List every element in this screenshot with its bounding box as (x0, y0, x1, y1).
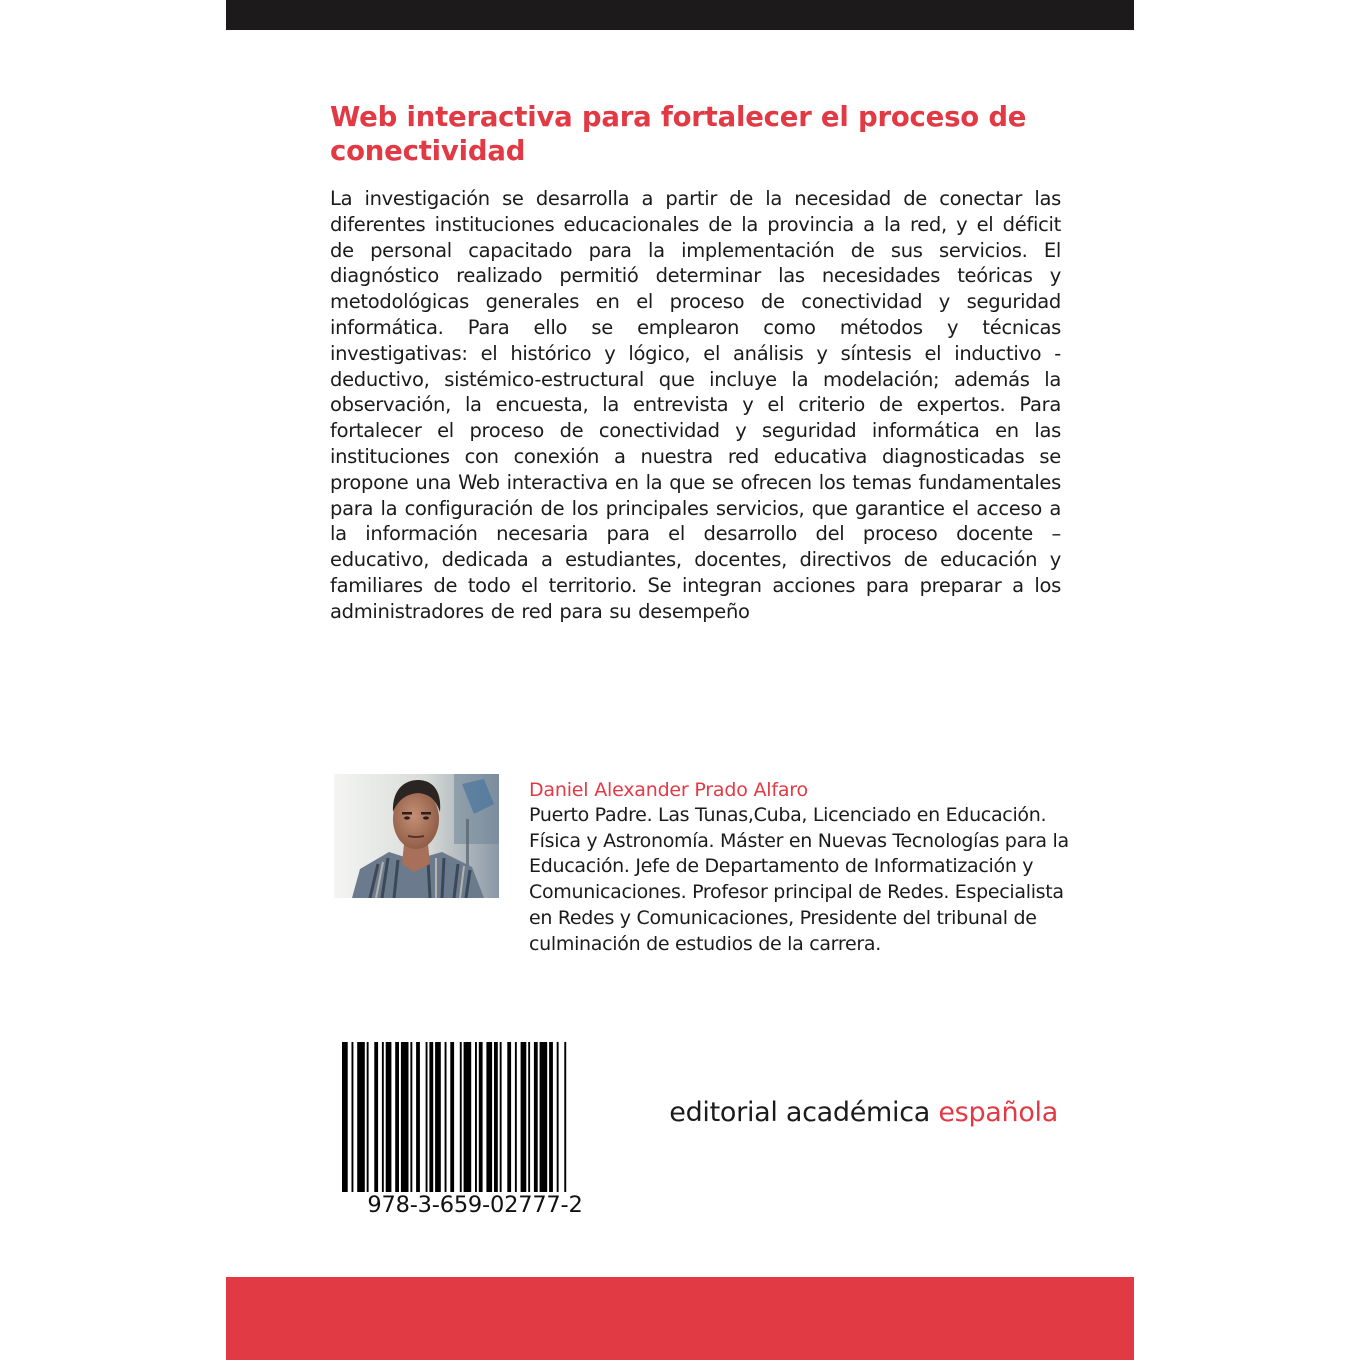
author-photo (334, 774, 499, 898)
publisher-name: editorial académica (669, 1097, 931, 1128)
book-title: Web interactiva para fortalecer el proceso de conectividad (330, 101, 1027, 167)
isbn-number: 978-3-659-02777-2 (367, 1192, 583, 1218)
book-abstract: La investigación se desarrolla a partir de la necesidad de conectar las diferentes instituciones educacionales de la provincia a la red, y el déficit de personal capacitado para la implementación de sus servicios. El diagnóstico realizado permitió determinar las necesidades teóricas y metodológicas generales en el proceso de conectividad y seguridad informática. Para ello se emplearon como métodos y técnicas investigativas: el histórico y lógico, el análisis y síntesis el inductivo - deductivo, sistémico-estructural que incluye la modelación; además la observación, la encuesta, la entrevista y el criterio de expertos. Para fortalecer el proceso de conectividad y seguridad informática en las instituciones con conexión a nuestra red educativa diagnosticadas se propone una Web interactiva en la que se ofrecen los temas fundamentales para la configuración de los principales servicios, que garantice el acceso a la información necesaria para el desarrollo del proceso docente – educativo, dedicada a estudiantes, docentes, directivos de educación y familiares de todo el territorio. Se integran acciones para preparar a los administradores de red para su desempeño (330, 187, 1061, 623)
publisher-logo (560, 1095, 1058, 1131)
author-name: Daniel Alexander Prado Alfaro (529, 779, 808, 801)
bottom-band (226, 1277, 1134, 1360)
top-band (226, 0, 1134, 30)
publisher-name-accent: española (938, 1097, 1058, 1128)
author-bio: Puerto Padre. Las Tunas,Cuba, Licenciado en Educación. Física y Astronomía. Máster en Nuevas Tecnologías para la Educación. Jefe de Departamento de Informatización y Comunicaciones. Profesor principal de Redes. Especialista en Redes y Comunicaciones, Presidente del tribunal de culminación de estudios de la carrera. (529, 804, 1069, 955)
